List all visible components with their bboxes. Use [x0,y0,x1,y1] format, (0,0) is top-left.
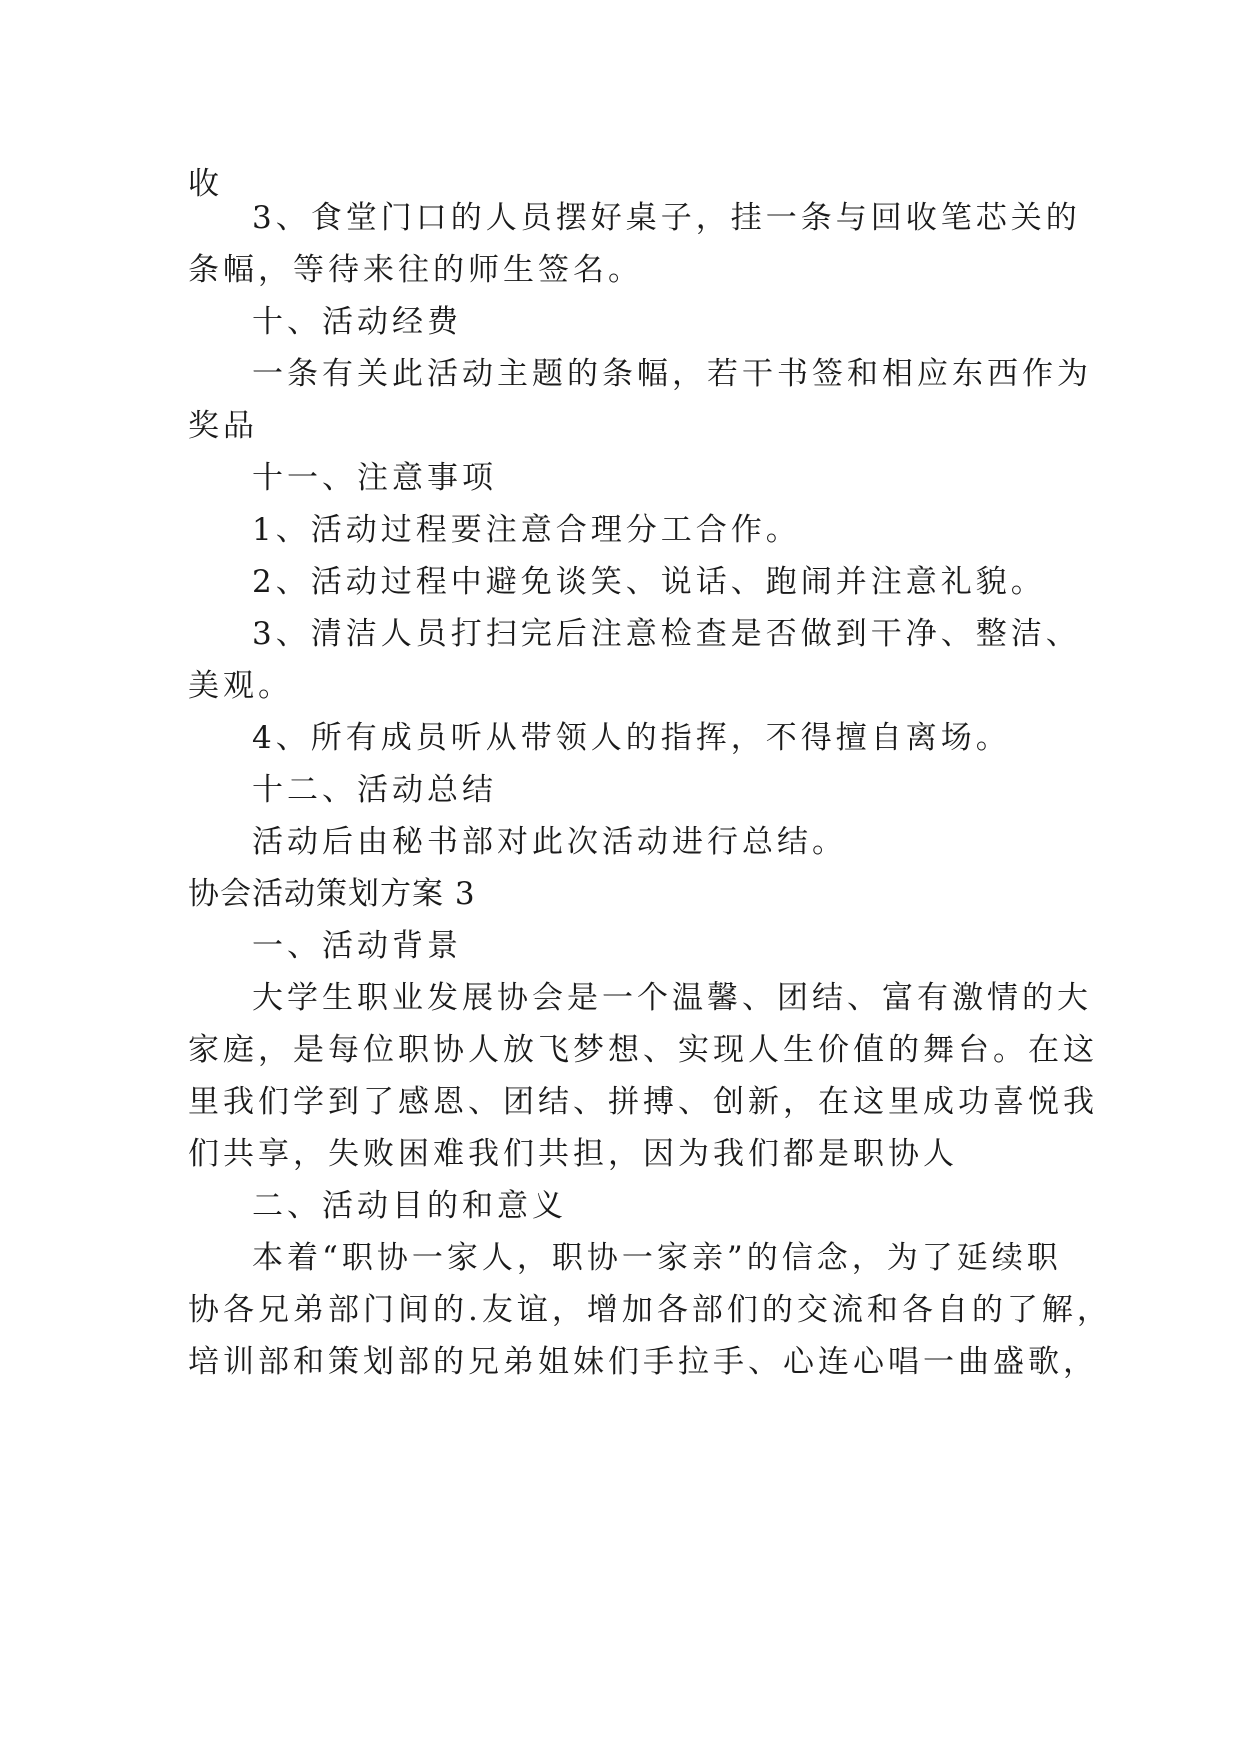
text-line: 3、食堂门口的人员摆好桌子，挂一条与回收笔芯关的 [252,200,1081,236]
text-line: 一条有关此活动主题的条幅，若干书签和相应东西作为 [252,356,1092,392]
text-line: 4、所有成员听从带领人的指挥，不得擅自离场。 [252,720,1011,756]
text-line: 家庭，是每位职协人放飞梦想、实现人生价值的舞台。在这 [188,1032,1098,1068]
section-heading: 十、活动经费 [252,304,462,340]
text-line: 培训部和策划部的兄弟姐妹们手拉手、心连心唱一曲盛歌， [188,1344,1098,1380]
text-line: 1、活动过程要注意合理分工合作。 [252,512,801,548]
text-line: 3、清洁人员打扫完后注意检查是否做到干净、整洁、 [252,616,1081,652]
text-line: 本着“职协一家人，职协一家亲”的信念，为了延续职 [252,1240,1062,1276]
text-line: 收 [188,166,223,202]
section-heading: 十二、活动总结 [252,772,497,808]
text-line: 条幅，等待来往的师生签名。 [188,252,643,288]
document-title: 协会活动策划方案 3 [188,876,476,912]
section-heading: 一、活动背景 [252,928,462,964]
section-heading: 二、活动目的和意义 [252,1188,567,1224]
text-line: 2、活动过程中避免谈笑、说话、跑闹并注意礼貌。 [252,564,1046,600]
text-line: 美观。 [188,668,293,704]
section-heading: 十一、注意事项 [252,460,497,496]
text-line: 们共享，失败困难我们共担，因为我们都是职协人 [188,1136,958,1172]
text-line: 奖品 [188,408,258,444]
text-line: 大学生职业发展协会是一个温馨、团结、富有激情的大 [252,980,1092,1016]
text-line: 里我们学到了感恩、团结、拼搏、创新，在这里成功喜悦我 [188,1084,1098,1120]
text-line: 活动后由秘书部对此次活动进行总结。 [252,824,847,860]
text-line: 协各兄弟部门间的.友谊，增加各部们的交流和各自的了解， [188,1292,1112,1328]
